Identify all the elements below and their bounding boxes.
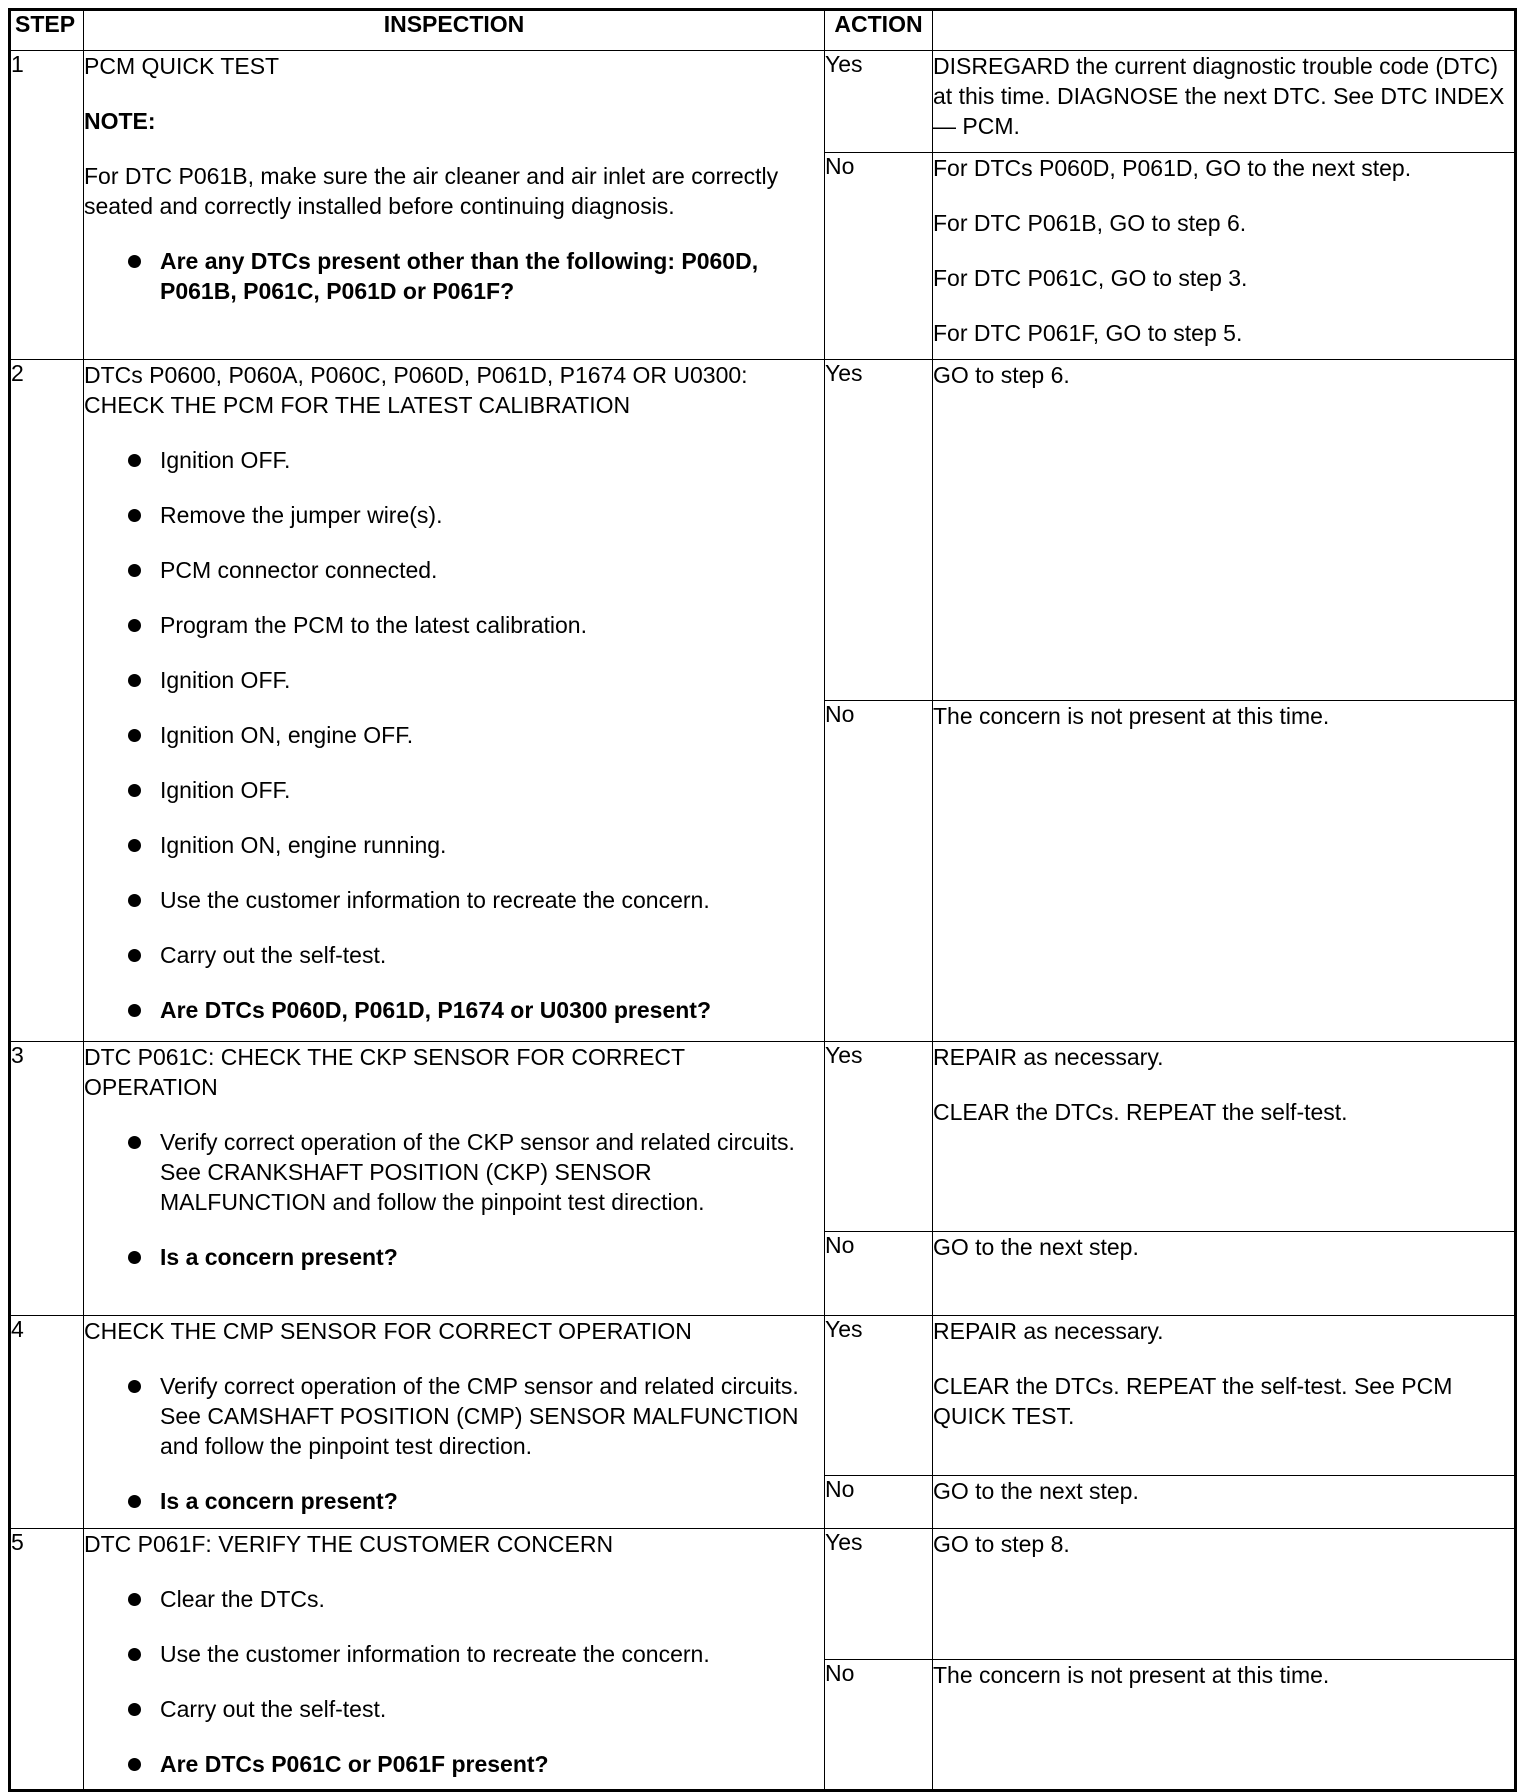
- step-number: 4: [10, 1316, 84, 1529]
- yes-action: [933, 1042, 1516, 1232]
- bullet-dot-icon: [128, 1758, 141, 1771]
- bullet-dot-icon: [128, 509, 141, 522]
- bullet-item: Use the customer information to recreate the concern.: [84, 1639, 824, 1669]
- action-line: The concern is not present at this time.: [933, 1662, 1330, 1688]
- bullet-dot-icon: [128, 454, 141, 467]
- step-title: CHECK THE CMP SENSOR FOR CORRECT OPERATION: [84, 1318, 692, 1344]
- bullet-list: [84, 1371, 824, 1516]
- step-title: DTC P061F: VERIFY THE CUSTOMER CONCERN: [84, 1531, 614, 1557]
- bullet-list: [84, 445, 824, 1025]
- bullet-item: Are DTCs P060D, P061D, P1674 or U0300 present?: [84, 995, 824, 1025]
- action-header: ACTION: [825, 10, 933, 51]
- bullet-dot-icon: [128, 564, 141, 577]
- step-inspection: [84, 1042, 825, 1316]
- bullet-dot-icon: [128, 1593, 141, 1606]
- yes-label: Yes: [825, 1042, 933, 1232]
- step-number: 3: [10, 1042, 84, 1316]
- header-row: [10, 10, 1516, 51]
- yes-action: [933, 1316, 1516, 1476]
- step-title: DTCs P0600, P060A, P060C, P060D, P061D, P1674 OR U0300: CHECK THE PCM FOR THE LATEST CALIBRATION: [84, 362, 748, 418]
- note-label: NOTE:: [84, 108, 156, 134]
- bullet-item: Clear the DTCs.: [84, 1584, 824, 1614]
- step-title: DTC P061C: CHECK THE CKP SENSOR FOR CORRECT OPERATION: [84, 1044, 685, 1100]
- step-1-yes-row: [10, 51, 1516, 153]
- note-text: For DTC P061B, make sure the air cleaner and air inlet are correctly seated and correctly installed before continuing diagnosis.: [84, 163, 779, 219]
- no-action: [933, 1232, 1516, 1316]
- bullet-dot-icon: [128, 894, 141, 907]
- action-line: DISREGARD the current diagnostic trouble code (DTC) at this time. DIAGNOSE the next DTC. See DTC INDEX — PCM.: [933, 53, 1505, 139]
- yes-action: [933, 360, 1516, 701]
- bullet-item: Ignition OFF.: [84, 665, 824, 695]
- step-inspection: [84, 51, 825, 360]
- bullet-list: [84, 1127, 824, 1272]
- bullet-item: Use the customer information to recreate the concern.: [84, 885, 824, 915]
- bullet-item: Are DTCs P061C or P061F present?: [84, 1749, 824, 1779]
- yes-label: Yes: [825, 1529, 933, 1660]
- blank-header: [933, 10, 1516, 51]
- action-line: For DTC P061B, GO to step 6.: [933, 210, 1247, 236]
- no-action: [933, 153, 1516, 360]
- bullet-dot-icon: [128, 949, 141, 962]
- yes-label: Yes: [825, 51, 933, 153]
- bullet-item: Carry out the self-test.: [84, 1694, 824, 1724]
- bullet-item: Ignition ON, engine running.: [84, 830, 824, 860]
- inspection-header: INSPECTION: [84, 10, 825, 51]
- bullet-item: Ignition OFF.: [84, 445, 824, 475]
- bullet-item: Are any DTCs present other than the following: P060D, P061B, P061C, P061D or P061F?: [84, 246, 824, 306]
- no-label: No: [825, 701, 933, 1042]
- bullet-dot-icon: [128, 674, 141, 687]
- step-inspection: [84, 1529, 825, 1791]
- step-header: STEP: [10, 10, 84, 51]
- no-label: No: [825, 1660, 933, 1791]
- bullet-item: Program the PCM to the latest calibration.: [84, 610, 824, 640]
- bullet-item: PCM connector connected.: [84, 555, 824, 585]
- no-label: No: [825, 153, 933, 360]
- step-number: 1: [10, 51, 84, 360]
- step-inspection: [84, 1316, 825, 1529]
- no-action: [933, 1476, 1516, 1529]
- action-line: For DTCs P060D, P061D, GO to the next step.: [933, 155, 1412, 181]
- step-title: PCM QUICK TEST: [84, 53, 280, 79]
- action-line: REPAIR as necessary.: [933, 1318, 1164, 1344]
- action-line: For DTC P061C, GO to step 3.: [933, 265, 1248, 291]
- step-3-yes-row: [10, 1042, 1516, 1232]
- yes-label: Yes: [825, 360, 933, 701]
- bullet-item: Is a concern present?: [84, 1242, 824, 1272]
- action-line: CLEAR the DTCs. REPEAT the self-test. See PCM QUICK TEST.: [933, 1373, 1453, 1429]
- action-line: The concern is not present at this time.: [933, 703, 1330, 729]
- bullet-list: [84, 1584, 824, 1779]
- bullet-item: Ignition OFF.: [84, 775, 824, 805]
- no-label: No: [825, 1232, 933, 1316]
- bullet-item: Verify correct operation of the CMP sensor and related circuits. See CAMSHAFT POSITION (CMP) SENSOR MALFUNCTION and follow the pinpoint test direction.: [84, 1371, 824, 1461]
- yes-action: [933, 51, 1516, 153]
- bullet-dot-icon: [128, 784, 141, 797]
- bullet-dot-icon: [128, 255, 141, 268]
- step-number: 2: [10, 360, 84, 1042]
- bullet-dot-icon: [128, 1380, 141, 1393]
- bullet-dot-icon: [128, 839, 141, 852]
- bullet-dot-icon: [128, 1495, 141, 1508]
- bullet-item: Ignition ON, engine OFF.: [84, 720, 824, 750]
- bullet-item: Remove the jumper wire(s).: [84, 500, 824, 530]
- action-line: GO to step 6.: [933, 362, 1070, 388]
- step-2-yes-row: [10, 360, 1516, 701]
- action-line: GO to the next step.: [933, 1478, 1139, 1504]
- yes-label: Yes: [825, 1316, 933, 1476]
- action-line: GO to step 8.: [933, 1531, 1070, 1557]
- bullet-dot-icon: [128, 1703, 141, 1716]
- step-inspection: [84, 360, 825, 1042]
- bullet-item: Carry out the self-test.: [84, 940, 824, 970]
- action-line: For DTC P061F, GO to step 5.: [933, 320, 1243, 346]
- no-action: [933, 701, 1516, 1042]
- bullet-list: [84, 246, 824, 306]
- step-number: 5: [10, 1529, 84, 1791]
- bullet-dot-icon: [128, 1004, 141, 1017]
- yes-action: [933, 1529, 1516, 1660]
- bullet-dot-icon: [128, 1136, 141, 1149]
- step-5-yes-row: [10, 1529, 1516, 1660]
- bullet-dot-icon: [128, 619, 141, 632]
- action-line: CLEAR the DTCs. REPEAT the self-test.: [933, 1099, 1348, 1125]
- bullet-dot-icon: [128, 1251, 141, 1264]
- diagnostic-table: [8, 8, 1517, 1792]
- bullet-dot-icon: [128, 1648, 141, 1661]
- bullet-dot-icon: [128, 729, 141, 742]
- action-line: REPAIR as necessary.: [933, 1044, 1164, 1070]
- action-line: GO to the next step.: [933, 1234, 1139, 1260]
- step-4-yes-row: [10, 1316, 1516, 1476]
- no-action: [933, 1660, 1516, 1791]
- no-label: No: [825, 1476, 933, 1529]
- bullet-item: Verify correct operation of the CKP sensor and related circuits. See CRANKSHAFT POSITION (CKP) SENSOR MALFUNCTION and follow the pinpoint test direction.: [84, 1127, 824, 1217]
- bullet-item: Is a concern present?: [84, 1486, 824, 1516]
